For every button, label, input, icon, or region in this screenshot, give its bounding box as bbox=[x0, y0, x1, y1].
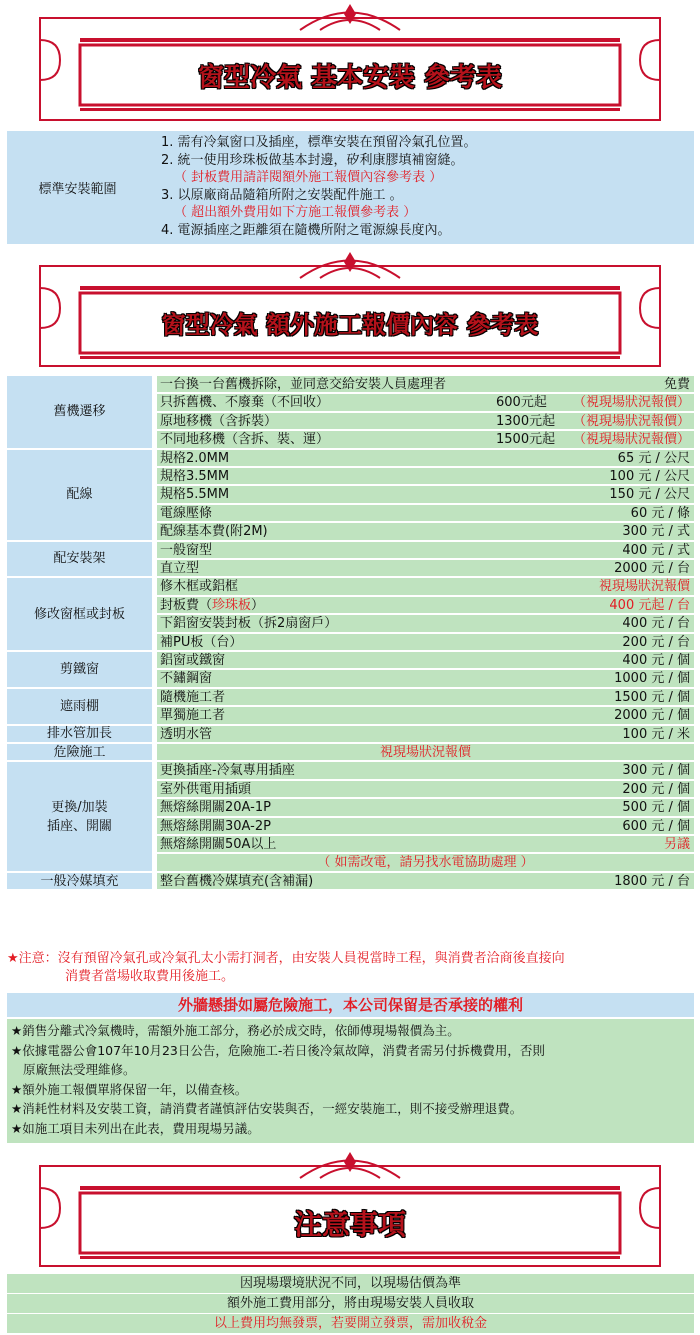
row-note: （ 如需改電，請另找水電協助處理 ） bbox=[317, 855, 534, 871]
table-row bbox=[157, 597, 694, 614]
standard-line: 2. 統一使用珍珠板做基本封邊，矽利康膠填補窗縫。 bbox=[161, 152, 464, 168]
table-row bbox=[157, 854, 694, 871]
group-label: 剪鐵窗 bbox=[7, 652, 152, 689]
row-item-text: 不同地移機（含拆、裝、運） bbox=[160, 432, 330, 448]
row-price: 視現場狀況報價 bbox=[598, 579, 690, 595]
table-row bbox=[157, 707, 694, 724]
terms-list bbox=[7, 1019, 694, 1143]
table-group bbox=[7, 726, 694, 744]
row-item-text: 配線基本費(附2M) bbox=[160, 524, 268, 540]
row-item bbox=[160, 836, 276, 854]
table-group bbox=[7, 376, 694, 450]
row-price: 1800 元 / 台 bbox=[614, 873, 690, 889]
row-item-text: 電線壓條 bbox=[160, 505, 213, 521]
terms-item: ★如施工項目未列出在此表，費用現場另議。 bbox=[11, 1120, 260, 1136]
notice bbox=[7, 950, 694, 986]
row-item bbox=[160, 450, 229, 468]
banner-extra-work bbox=[0, 248, 700, 376]
table-row bbox=[157, 818, 694, 835]
row-item-text: 單獨施工者 bbox=[160, 708, 226, 724]
table-row bbox=[157, 615, 694, 632]
row-price: 600 元 / 個 bbox=[622, 818, 690, 834]
row-price: （視現場狀況報價） bbox=[572, 395, 690, 411]
row-price: 500 元 / 個 bbox=[622, 800, 690, 816]
row-price: （視現場狀況報價） bbox=[572, 413, 690, 429]
table-row bbox=[157, 578, 694, 595]
table-row bbox=[157, 744, 694, 761]
table-row bbox=[157, 799, 694, 816]
table-group bbox=[7, 689, 694, 726]
row-item-text: 無熔絲開關30A-2P bbox=[160, 818, 271, 834]
group-label: 一般冷媒填充 bbox=[7, 873, 152, 891]
table-row bbox=[157, 670, 694, 687]
row-item-text: 鋁窗或鐵窗 bbox=[160, 653, 226, 668]
row-price: 65 元 / 公尺 bbox=[617, 450, 690, 466]
group-label: 排水管加長 bbox=[7, 726, 152, 744]
row-item bbox=[160, 560, 199, 578]
table-row bbox=[157, 450, 694, 467]
row-price: 300 元 / 式 bbox=[622, 524, 690, 540]
row-item-text: 不鏽鋼窗 bbox=[160, 671, 213, 687]
row-item bbox=[160, 781, 251, 799]
row-item-text: 規格2.0MM bbox=[160, 450, 230, 466]
table-row bbox=[157, 762, 694, 779]
row-item bbox=[160, 707, 225, 725]
group-label: 修改窗框或封板 bbox=[7, 578, 152, 652]
row-price: 100 元 / 公尺 bbox=[609, 468, 690, 484]
row-item-highlight: 珍珠板 bbox=[212, 597, 252, 613]
price-table bbox=[7, 376, 694, 891]
table-row bbox=[157, 836, 694, 853]
table-row bbox=[157, 394, 694, 411]
row-item-text: 透明水管 bbox=[160, 726, 213, 742]
table-row bbox=[157, 634, 694, 651]
row-price: 60 元 / 條 bbox=[630, 505, 690, 521]
table-row bbox=[157, 726, 694, 743]
row-item-text: 一般窗型 bbox=[160, 542, 213, 558]
row-item-text: 原地移機（含拆裝） bbox=[160, 413, 278, 429]
row-price: 200 元 / 台 bbox=[622, 634, 690, 650]
row-note: 視現場狀況報價 bbox=[379, 745, 471, 760]
row-price: 2000 元 / 個 bbox=[614, 708, 690, 724]
table-group bbox=[7, 873, 694, 891]
row-item-text: 更換插座-冷氣專用插座 bbox=[160, 763, 295, 779]
group-label: 遮雨棚 bbox=[7, 689, 152, 726]
row-price: 1000 元 / 個 bbox=[614, 671, 690, 687]
group-label: 更換/加裝 插座、開關 bbox=[7, 762, 152, 872]
standard-line: 4. 電源插座之距離須在隨機所附之電源線長度內。 bbox=[161, 222, 451, 238]
row-base-price: 1500元起 bbox=[496, 432, 556, 448]
row-item bbox=[160, 652, 225, 670]
notice-line: ★注意：沒有預留冷氣孔或冷氣孔太小需打洞者，由安裝人員視當時工程，與消費者洽商後直接向 bbox=[7, 951, 565, 966]
row-item-text: 規格3.5MM bbox=[160, 468, 230, 484]
group-label: 配安裝架 bbox=[7, 542, 152, 579]
warning-bar: 外牆懸掛如屬危險施工，本公司保留是否承接的權利 bbox=[7, 993, 694, 1017]
table-row bbox=[157, 652, 694, 669]
terms-item: ★額外施工報價單將保留一年，以備查核。 bbox=[11, 1081, 248, 1097]
standard-line: 1. 需有冷氣窗口及插座，標準安裝在預留冷氣孔位置。 bbox=[161, 135, 477, 150]
terms-item: 原廠無法受理維修。 bbox=[23, 1062, 136, 1077]
terms-item: ★銷售分離式冷氣機時，需額外施工部分，務必於成交時，依師傅現場報價為主。 bbox=[11, 1023, 460, 1038]
table-row bbox=[157, 560, 694, 577]
table-group bbox=[7, 542, 694, 579]
row-item bbox=[160, 634, 242, 652]
table-row bbox=[157, 486, 694, 503]
row-item-text: 無熔絲開關50A以上 bbox=[160, 836, 277, 852]
row-price: 400 元起 / 台 bbox=[609, 597, 690, 613]
row-item-text: ） bbox=[251, 597, 265, 613]
group-label: 危險施工 bbox=[7, 744, 152, 762]
row-item bbox=[160, 670, 212, 688]
terms-item: ★依據電器公會107年10月23日公告，危險施工-若日後冷氣故障，消費者需另付拆機費用，否則 bbox=[11, 1042, 545, 1058]
footer-line: 額外施工費用部分，將由現場安裝人員收取 bbox=[7, 1294, 694, 1313]
table-row bbox=[157, 542, 694, 559]
terms-item: ★消耗性材料及安裝工資，請消費者謹慎評估安裝與否，一經安裝施工，則不接受辦理退費。 bbox=[11, 1101, 523, 1116]
row-price: 2000 元 / 台 bbox=[614, 560, 690, 576]
row-item-text: 規格5.5MM bbox=[160, 487, 230, 503]
banner-title: 窗型冷氣 基本安裝 參考表 bbox=[197, 63, 503, 93]
row-price: 100 元 / 米 bbox=[622, 726, 690, 742]
row-base-price: 600元起 bbox=[496, 395, 547, 411]
row-item-text: 修木框或鋁框 bbox=[160, 579, 239, 595]
row-price: 400 元 / 台 bbox=[622, 616, 690, 632]
row-item bbox=[160, 413, 277, 431]
row-item-text: 隨機施工者 bbox=[160, 689, 226, 705]
row-item-text: 室外供電用插頭 bbox=[160, 781, 252, 797]
row-price: 免費 bbox=[663, 377, 690, 392]
row-item bbox=[160, 799, 271, 817]
row-item bbox=[160, 505, 212, 523]
row-item bbox=[160, 578, 238, 596]
banner-notes bbox=[0, 1148, 700, 1272]
row-item bbox=[160, 873, 313, 891]
row-item-text: 一台換一台舊機拆除，並同意交給安裝人員處理者 bbox=[160, 377, 447, 392]
standard-body bbox=[148, 131, 694, 244]
row-base-price: 1300元起 bbox=[496, 413, 556, 429]
row-item bbox=[160, 597, 264, 615]
row-item-text: 直立型 bbox=[160, 560, 200, 576]
row-price: 另議 bbox=[663, 836, 690, 852]
notice-line: 消費者當場收取費用後施工。 bbox=[65, 969, 235, 984]
table-row bbox=[157, 413, 694, 430]
row-price: 400 元 / 個 bbox=[622, 653, 690, 668]
row-price: 150 元 / 公尺 bbox=[609, 487, 690, 503]
banner-basic-install bbox=[0, 0, 700, 130]
row-item bbox=[160, 523, 268, 541]
footer-line: 以上費用均無發票，若要開立發票，需加收稅金 bbox=[7, 1314, 694, 1333]
table-group bbox=[7, 762, 694, 872]
row-price: （視現場狀況報價） bbox=[572, 432, 690, 448]
standard-line: （ 超出額外費用如下方施工報價參考表 ） bbox=[174, 205, 417, 220]
row-item bbox=[160, 468, 229, 486]
row-price: 1500 元 / 個 bbox=[614, 689, 690, 705]
table-row bbox=[157, 689, 694, 706]
table-row bbox=[157, 376, 694, 393]
table-group bbox=[7, 450, 694, 542]
row-item bbox=[160, 486, 229, 504]
table-row bbox=[157, 468, 694, 485]
row-item bbox=[160, 431, 329, 449]
group-label: 配線 bbox=[7, 450, 152, 542]
banner-title: 窗型冷氣 額外施工報價內容 參考表 bbox=[161, 311, 539, 339]
standard-line: 3. 以原廠商品隨箱所附之安裝配件施工 。 bbox=[161, 187, 403, 203]
table-row bbox=[157, 431, 694, 448]
table-row bbox=[157, 523, 694, 540]
row-item bbox=[160, 726, 212, 744]
row-item bbox=[160, 762, 295, 780]
table-group bbox=[7, 578, 694, 652]
standard-label: 標準安裝範圍 bbox=[7, 131, 148, 244]
group-label: 舊機遷移 bbox=[7, 376, 152, 450]
row-item-text: 只拆舊機、不廢棄（不回收） bbox=[160, 395, 330, 411]
row-price: 200 元 / 個 bbox=[622, 781, 690, 797]
row-item-text: 下鋁窗安裝封板（拆2扇窗戶） bbox=[160, 616, 338, 632]
row-item bbox=[160, 542, 212, 560]
row-item bbox=[160, 689, 225, 707]
row-item-text: 封板費（ bbox=[160, 597, 213, 613]
standard-line: （ 封板費用請詳閱額外施工報價內容參考表 ） bbox=[174, 170, 443, 185]
row-price: 400 元 / 式 bbox=[622, 542, 690, 558]
row-item bbox=[160, 615, 337, 633]
table-group bbox=[7, 744, 694, 762]
row-item-text: 整台舊機冷媒填充(含補漏) bbox=[160, 873, 314, 889]
table-row bbox=[157, 505, 694, 522]
row-item-text: 無熔絲開關20A-1P bbox=[160, 800, 271, 816]
table-row bbox=[157, 781, 694, 798]
table-row bbox=[157, 873, 694, 890]
table-group bbox=[7, 652, 694, 689]
row-item-text: 補PU板（台） bbox=[160, 634, 243, 650]
row-item bbox=[160, 818, 271, 836]
banner-title: 注意事項 bbox=[293, 1208, 407, 1241]
footer-line: 因現場環境狀況不同，以現場估價為準 bbox=[7, 1274, 694, 1293]
row-item bbox=[160, 376, 446, 394]
row-item bbox=[160, 394, 329, 412]
standard-install-section bbox=[7, 131, 694, 244]
row-price: 300 元 / 個 bbox=[622, 763, 690, 779]
